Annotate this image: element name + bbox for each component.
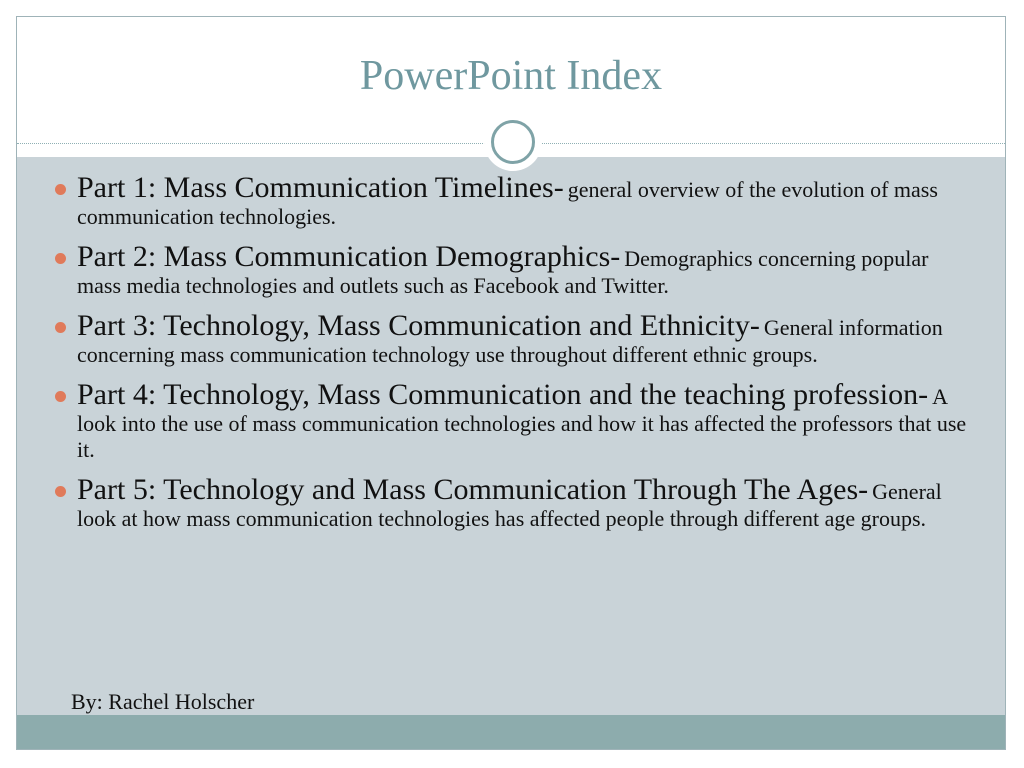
byline: By: Rachel Holscher — [71, 689, 255, 714]
circle-ornament-icon — [484, 113, 542, 171]
bullet-list — [55, 171, 973, 542]
bullet-heading: Part 5: Technology and Mass Communication Through The Ages- — [77, 473, 869, 506]
list-item — [55, 378, 973, 463]
bullet-dot-icon — [55, 184, 66, 195]
bullet-detail: general overview of the evolution of mass communication technologies. — [77, 177, 938, 229]
bullet-detail: General look at how mass communication technologies has affected people through different age groups. — [77, 479, 942, 531]
bullet-dot-icon — [55, 391, 66, 402]
bullet-heading: Part 3: Technology, Mass Communication and Ethnicity- — [77, 309, 760, 342]
circle-ring-icon — [491, 120, 535, 164]
bullet-text — [77, 309, 973, 368]
bullet-text — [77, 240, 973, 299]
bullet-detail: Demographics concerning popular mass media technologies and outlets such as Facebook and Twitter. — [77, 246, 929, 298]
bullet-text — [77, 171, 973, 230]
bullet-heading: Part 2: Mass Communication Demographics- — [77, 240, 621, 273]
list-item — [55, 473, 973, 532]
bullet-heading: Part 1: Mass Communication Timelines- — [77, 171, 564, 204]
bullet-dot-icon — [55, 253, 66, 264]
list-item — [55, 309, 973, 368]
slide — [16, 16, 1006, 750]
slide-title: PowerPoint Index — [359, 53, 663, 99]
bullet-dot-icon — [55, 322, 66, 333]
bullet-heading: Part 4: Technology, Mass Communication and the teaching profession- — [77, 378, 929, 411]
list-item — [55, 171, 973, 230]
list-item — [55, 240, 973, 299]
bullet-detail: A look into the use of mass communication technologies and how it has affected the professors that use it. — [77, 384, 967, 462]
bullet-text — [77, 378, 973, 463]
bullet-text — [77, 473, 973, 532]
bullet-dot-icon — [55, 486, 66, 497]
bullet-detail: General information concerning mass communication technology use throughout different ethnic groups. — [77, 315, 943, 367]
bottom-bar — [17, 715, 1005, 749]
